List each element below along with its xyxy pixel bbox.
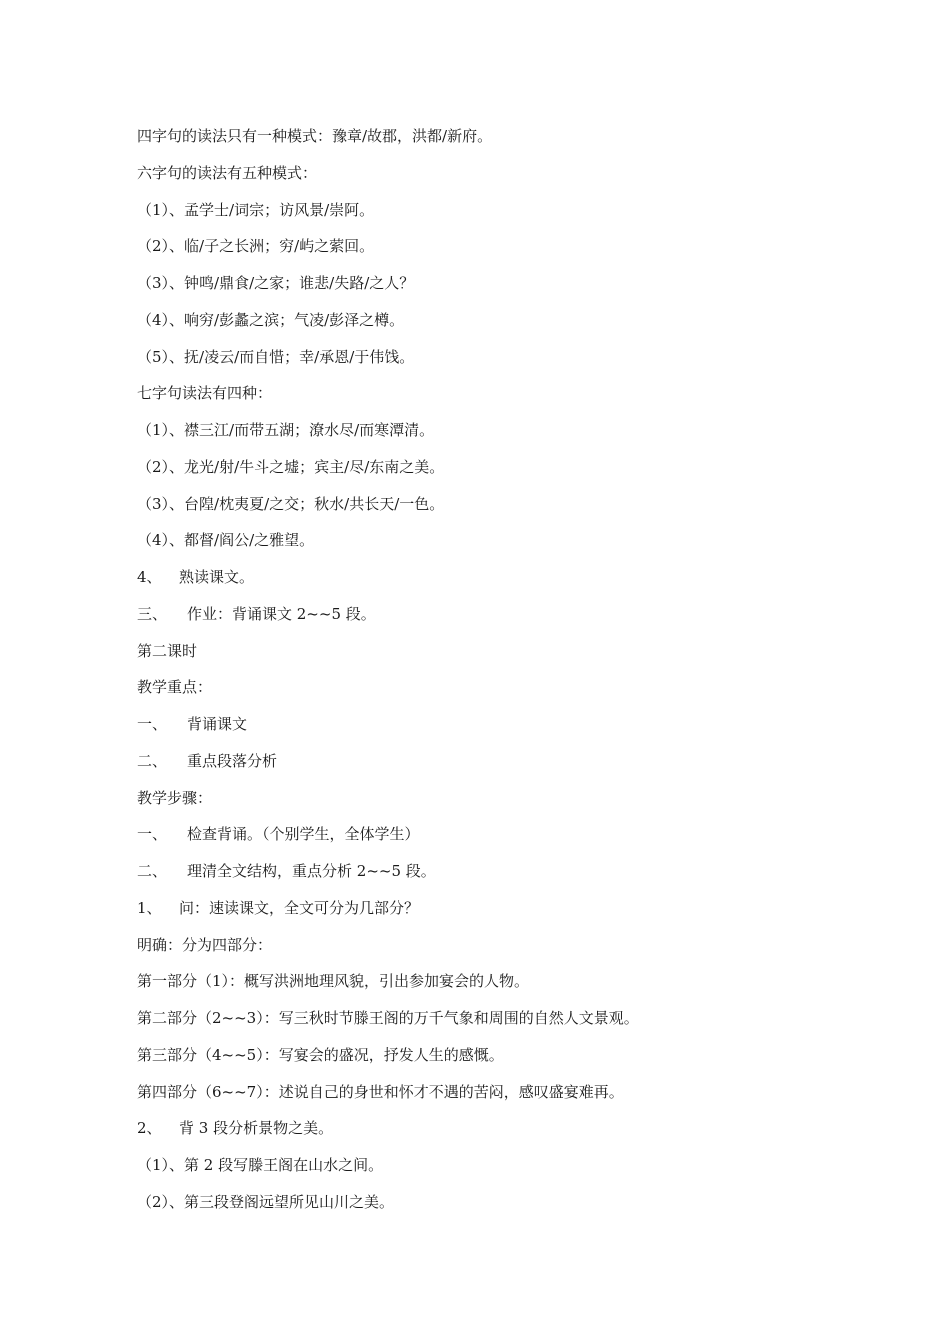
line-text: （1）、第 2 段写滕王阁在山水之间。 — [137, 1156, 384, 1174]
list-number: 一、 — [137, 715, 168, 733]
list-number: 1、 — [137, 898, 162, 917]
line-text: 问：速读课文，全文可分为几部分？ — [179, 898, 420, 917]
text-line — [137, 339, 857, 376]
numbered-line — [137, 816, 857, 853]
line-text: 检查背诵。（个别学生，全体学生） — [187, 825, 420, 844]
list-number: 一、 — [137, 825, 168, 844]
line-text: 七字句读法有四种： — [137, 384, 273, 403]
line-text: 熟读课文。 — [179, 568, 255, 586]
line-text: 重点段落分析 — [187, 751, 278, 770]
document-page — [137, 118, 857, 1221]
line-text: （1）、襟三江/而带五湖；潦水尽/而寒潭清。 — [137, 421, 435, 439]
text-line — [137, 1000, 857, 1037]
section-heading — [137, 633, 857, 670]
text-line — [137, 412, 857, 449]
line-text: （2）、第三段登阁远望所见山川之美。 — [137, 1192, 395, 1211]
line-text: （1）、孟学士/词宗；访风景/崇阿。 — [137, 200, 375, 219]
numbered-line — [137, 890, 857, 927]
text-line — [137, 522, 857, 559]
line-text: 背 3 段分析景物之美。 — [179, 1119, 334, 1138]
text-line — [137, 302, 857, 339]
line-text: 教学重点： — [137, 678, 213, 697]
text-line — [137, 1037, 857, 1074]
line-text: 第一部分（1）：概写洪洲地理风貌，引出参加宴会的人物。 — [137, 972, 530, 991]
text-line — [137, 118, 857, 155]
numbered-line — [137, 853, 857, 890]
list-number: 二、 — [137, 751, 168, 770]
line-text: 第三部分（4~~5）：写宴会的盛况，抒发人生的感慨。 — [137, 1045, 504, 1064]
line-text: （4）、都督/阎公/之雅望。 — [137, 531, 315, 550]
numbered-line — [137, 1110, 857, 1147]
text-line — [137, 780, 857, 817]
line-text: 教学步骤： — [137, 788, 213, 807]
text-line — [137, 155, 857, 192]
line-text: 第二部分（2~~3）：写三秋时节滕王阁的万千气象和周围的自然人文景观。 — [137, 1009, 639, 1027]
text-line — [137, 1147, 857, 1184]
list-number: 4、 — [137, 568, 162, 586]
text-line — [137, 192, 857, 229]
numbered-line — [137, 706, 857, 743]
numbered-line — [137, 743, 857, 780]
text-line — [137, 486, 857, 523]
text-line — [137, 265, 857, 302]
line-text: （3）、台隍/枕夷夏/之交；秋水/共长天/一色。 — [137, 494, 445, 513]
line-text: 第二课时 — [137, 641, 198, 660]
line-text: （2）、龙光/射/牛斗之墟；宾主/尽/东南之美。 — [137, 457, 445, 476]
line-text: （2）、临/子之长洲；穷/屿之萦回。 — [137, 237, 375, 256]
line-text: 明确：分为四部分： — [137, 935, 273, 954]
line-text: 第四部分（6~~7）：述说自己的身世和怀才不遇的苦闷，感叹盛宴难再。 — [137, 1082, 624, 1101]
line-text: 作业：背诵课文 2~~5 段。 — [187, 604, 376, 623]
line-text: （4）、响穷/彭蠡之滨；气凌/彭泽之樽。 — [137, 310, 405, 329]
text-line — [137, 1074, 857, 1111]
line-text: 六字句的读法有五种模式： — [137, 163, 318, 182]
text-line — [137, 228, 857, 265]
line-text: 背诵课文 — [187, 715, 248, 733]
text-line — [137, 449, 857, 486]
list-number: 三、 — [137, 604, 168, 623]
list-number: 2、 — [137, 1119, 162, 1138]
line-text: 四字句的读法只有一种模式：豫章/故郡，洪都/新府。 — [137, 127, 493, 145]
numbered-line — [137, 559, 857, 596]
text-line — [137, 963, 857, 1000]
line-text: （3）、钟鸣/鼎食/之家；谁悲/失路/之人？ — [137, 274, 415, 292]
text-line — [137, 927, 857, 964]
line-text: 理清全文结构，重点分析 2~~5 段。 — [187, 862, 436, 880]
numbered-line — [137, 596, 857, 633]
text-line — [137, 669, 857, 706]
list-number: 二、 — [137, 862, 168, 880]
line-text: （5）、抚/凌云/而自惜；幸/承恩/于伟饯。 — [137, 347, 415, 366]
text-line — [137, 1184, 857, 1221]
text-line — [137, 375, 857, 412]
